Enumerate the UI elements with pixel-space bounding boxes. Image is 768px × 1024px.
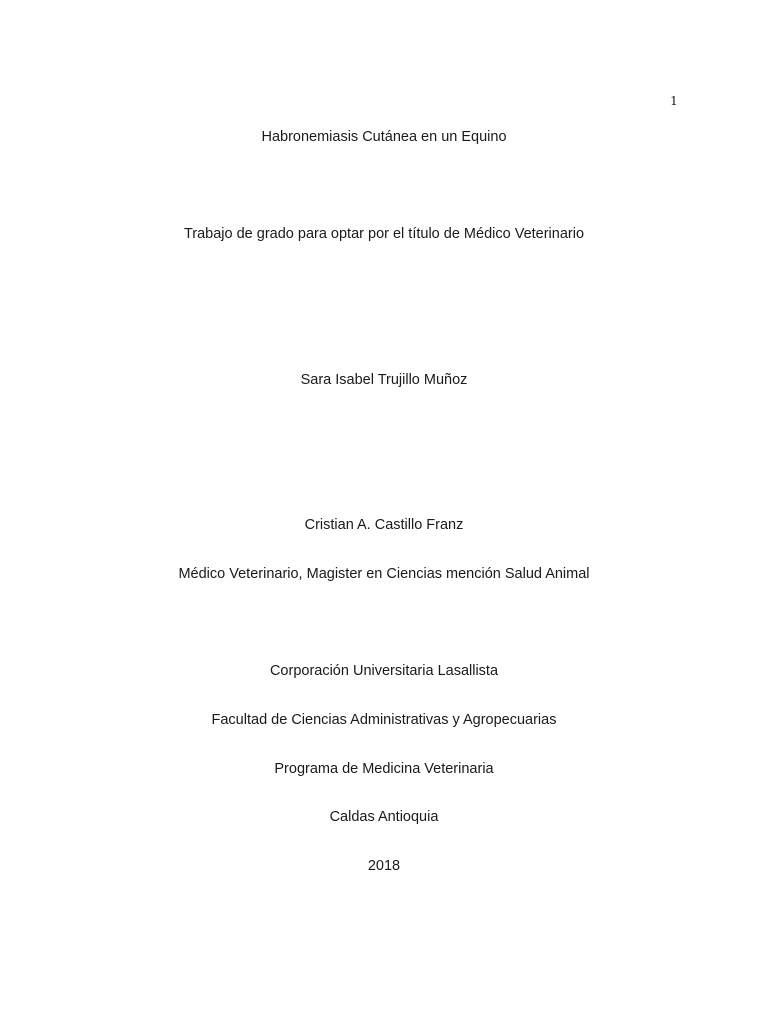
document-purpose: Trabajo de grado para optar por el título de Médico Veterinario: [183, 226, 585, 242]
faculty-name: Facultad de Ciencias Administrativas y Agropecuarias: [211, 712, 557, 728]
author-name: Sara Isabel Trujillo Muñoz: [300, 372, 468, 388]
location: Caldas Antioquia: [329, 809, 439, 825]
advisor-name: Cristian A. Castillo Franz: [304, 517, 464, 533]
advisor-credentials: Médico Veterinario, Magister en Ciencias mención Salud Animal: [178, 566, 590, 582]
page-number: 1: [670, 94, 678, 108]
year: 2018: [367, 858, 401, 874]
document-title: Habronemiasis Cutánea en un Equino: [261, 129, 507, 145]
program-name: Programa de Medicina Veterinaria: [274, 761, 494, 777]
institution-name: Corporación Universitaria Lasallista: [269, 663, 499, 679]
